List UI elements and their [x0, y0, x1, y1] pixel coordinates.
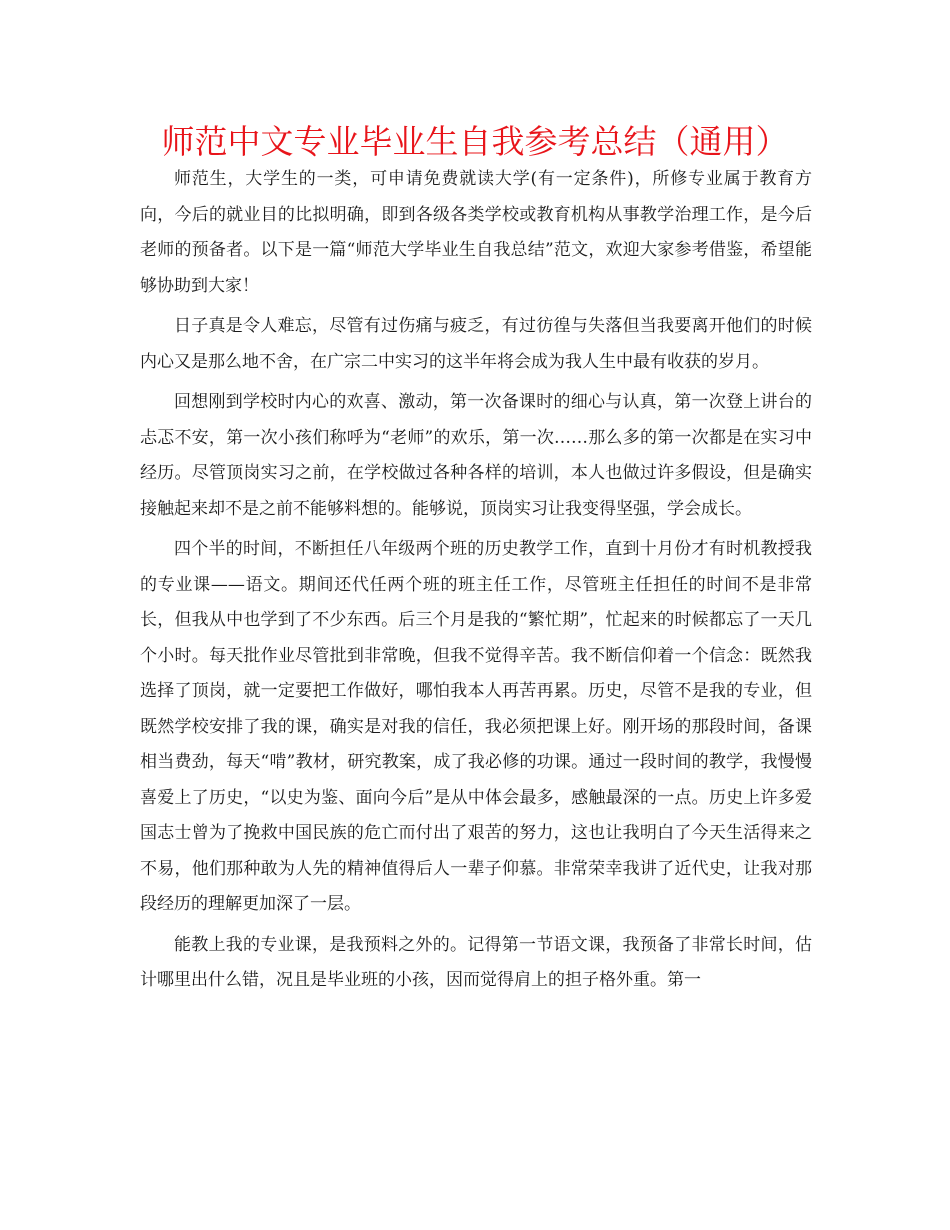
paragraph-memories: 日子真是令人难忘，尽管有过伤痛与疲乏，有过彷徨与失落但当我要离开他们的时候内心又是那么地不舍，在广宗二中实习的这半年将会成为我人生中最有收获的岁月。	[140, 316, 812, 372]
document-body	[140, 162, 812, 1004]
paragraph-history-teaching: 四个半的时间，不断担任八年级两个班的历史教学工作，直到十月份才有时机教授我的专业课——语文。期间还代任两个班的班主任工作，尽管班主任担任的时间不是非常长，但我从中也学到了不少东西。后三个月是我的“繁忙期”，忙起来的时候都忘了一天几个小时。每天批作业尽管批到非常晚，但我不觉得辛苦。我不断信仰着一个信念：既然我选择了顶岗，就一定要把工作做好，哪怕我本人再苦再累。历史，尽管不是我的专业，但既然学校安排了我的课，确实是对我的信任，我必须把课上好。刚开场的那段时间，备课相当费劲，每天“啃”教材，研究教案，成了我必修的功课。通过一段时间的教学，我慢慢喜爱上了历史，“以史为鉴、面向今后”是从中体会最多，感触最深的一点。历史上许多爱国志士曾为了挽救中国民族的危亡而付出了艰苦的努力，这也让我明白了今天生活得来之不易，他们那种敢为人先的精神值得后人一辈子仰慕。非常荣幸我讲了近代史，让我对那段经历的理解更加深了一层。	[140, 539, 812, 914]
document-title: 师范中文专业毕业生自我参考总结（通用）	[161, 122, 789, 161]
paragraph-intro: 师范生，大学生的一类，可申请免费就读大学(有一定条件)，所修专业属于教育方向，今后的就业目的比拟明确，即到各级各类学校或教育机构从事教学治理工作，是今后老师的预备者。以下是一篇“师范大学毕业生自我总结”范文，欢迎大家参考借鉴，希望能够协助到大家！	[140, 169, 812, 296]
paragraph-chinese-class: 能教上我的专业课，是我预料之外的。记得第一节语文课，我预备了非常长时间，估计哪里出什么错，况且是毕业班的小孩，因而觉得肩上的担子格外重。第一	[140, 934, 812, 990]
paragraph-first-times: 回想刚到学校时内心的欢喜、激动，第一次备课时的细心与认真，第一次登上讲台的忐忑不安，第一次小孩们称呼为“老师”的欢乐，第一次……那么多的第一次都是在实习中经历。尽管顶岗实习之前，在学校做过各种各样的培训，本人也做过许多假设，但是确实接触起来却不是之前不能够料想的。能够说，顶岗实习让我变得坚强，学会成长。	[140, 392, 812, 519]
